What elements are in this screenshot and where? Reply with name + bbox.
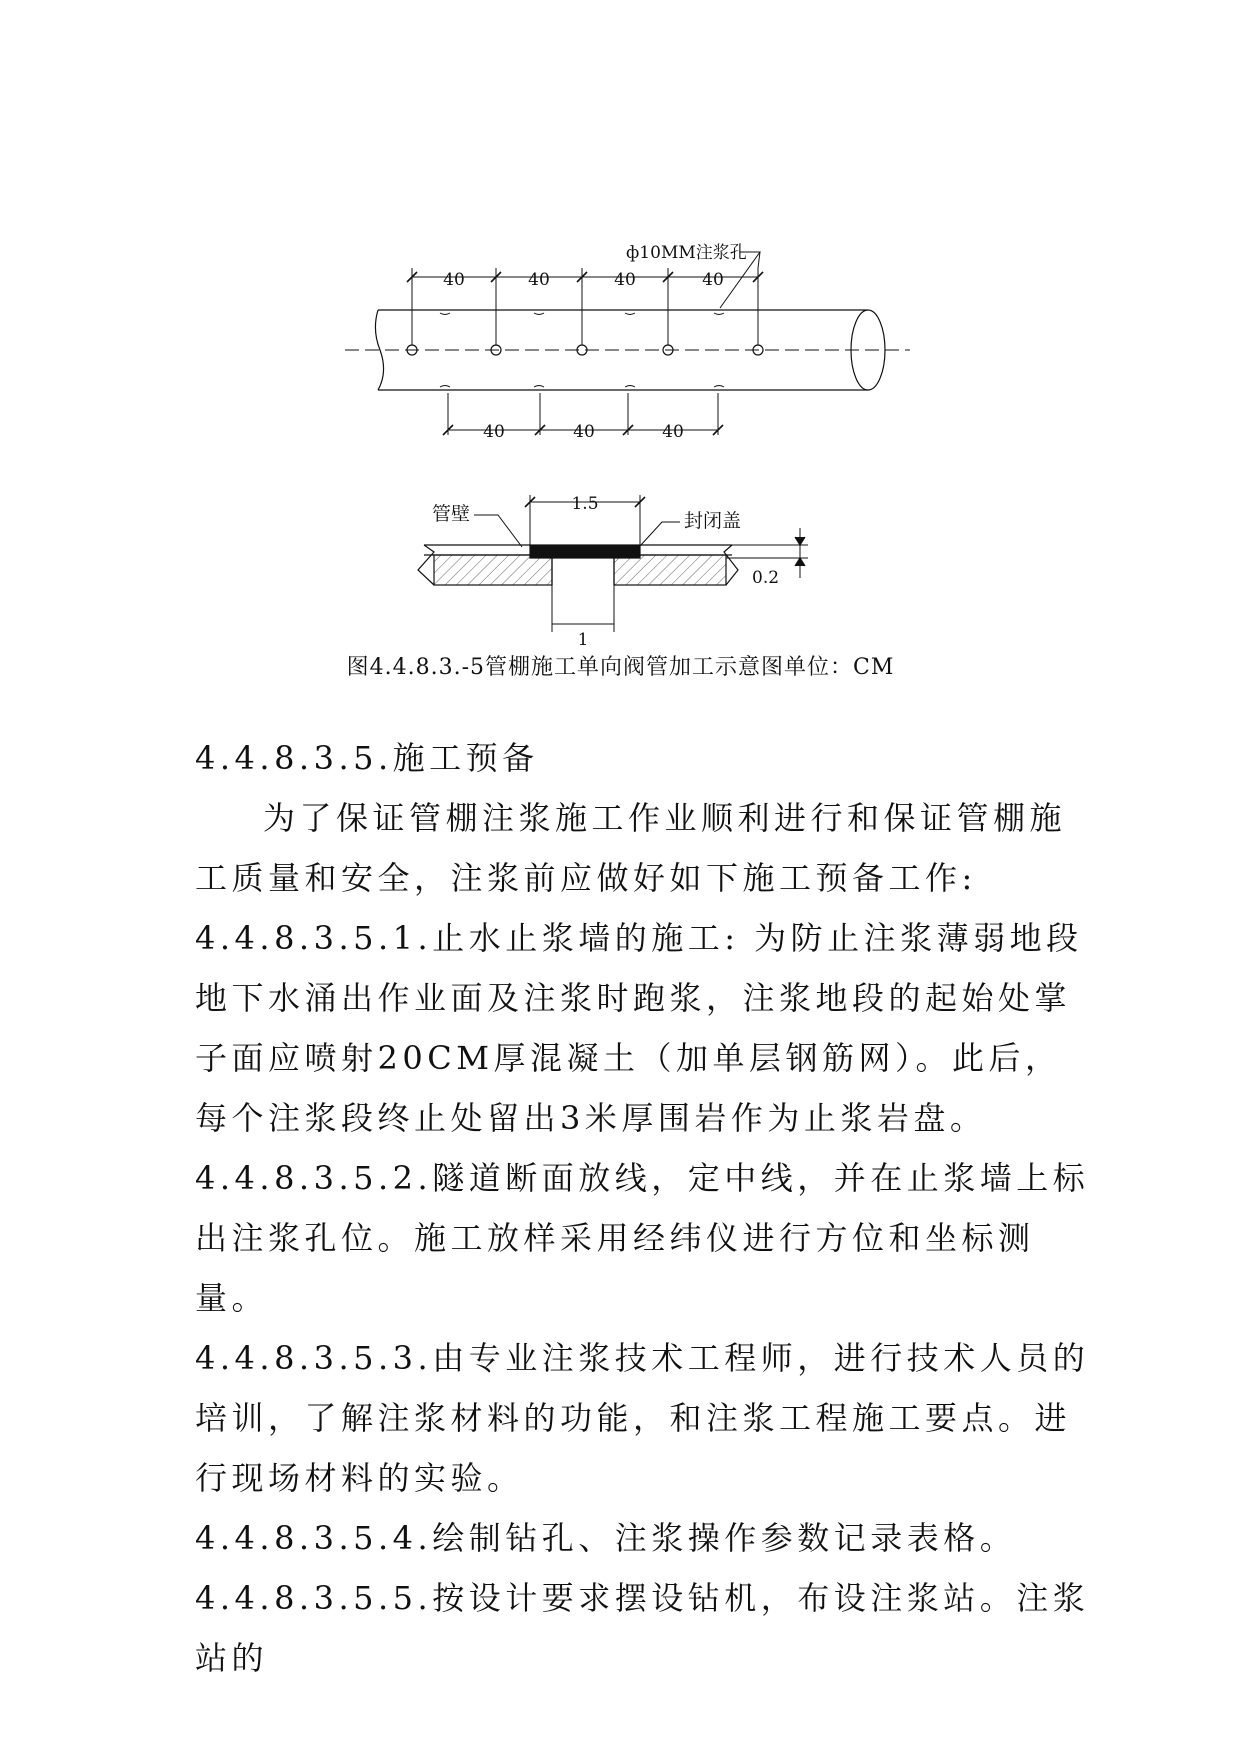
list-item: 4.4.8.3.5.3.由专业注浆技术工程师，进行技术人员的培训，了解注浆材料的功能，和注浆工程施工要点。进行现场材料的实验。 bbox=[195, 1339, 1090, 1497]
wall-label: 管壁 bbox=[432, 503, 471, 525]
edge-hole bbox=[534, 386, 544, 388]
wall-right bbox=[614, 555, 726, 585]
intro-paragraph: 为了保证管棚注浆施工作业顺利进行和保证管棚施工质量和安全，注浆前应做好如下施工预备工作: bbox=[195, 799, 1067, 897]
top-dim-label: 40 bbox=[528, 270, 550, 290]
edge-hole bbox=[440, 313, 450, 315]
list-item: 4.4.8.3.5.1.止水止浆墙的施工: 为防止注浆薄弱地段地下水涌出作业面及注浆时跑浆，注浆地段的起始处掌子面应喷射20CM厚混凝土（加单层钢筋网）。此后，每个注浆段终止处留出3米厚围岩作为止浆岩盘。 bbox=[195, 919, 1083, 1137]
top-dim-label: 40 bbox=[702, 270, 724, 290]
edge-hole bbox=[625, 386, 635, 388]
figure bbox=[0, 0, 1241, 700]
bottom-dim-label: 40 bbox=[662, 422, 684, 442]
list-item: 4.4.8.3.5.4.绘制钻孔、注浆操作参数记录表格。 bbox=[195, 1519, 1017, 1557]
edge-hole bbox=[625, 313, 635, 315]
section-heading: 4.4.8.3.5.施工预备 bbox=[195, 739, 539, 777]
list-item: 4.4.8.3.5.5.按设计要求摆设钻机，布设注浆站。注浆站的 bbox=[195, 1579, 1090, 1677]
edge-hole bbox=[534, 313, 544, 315]
edge-hole bbox=[714, 386, 724, 388]
cap-width-label: 1.5 bbox=[571, 494, 599, 514]
bottom-dim-label: 40 bbox=[573, 422, 595, 442]
wall-left bbox=[434, 555, 552, 585]
cap-label: 封闭盖 bbox=[684, 510, 742, 532]
body-text bbox=[195, 728, 1095, 1688]
top-dim-label: 40 bbox=[614, 270, 636, 290]
bottom-dim-label: 40 bbox=[483, 422, 505, 442]
edge-hole bbox=[714, 313, 724, 315]
hole-label: ф10MM注浆孔 bbox=[626, 243, 747, 263]
figure-drawing bbox=[0, 0, 1241, 700]
wall-leader bbox=[474, 515, 522, 547]
figure-caption: 图4.4.8.3.-5管棚施工单向阀管加工示意图单位：CM bbox=[346, 655, 895, 680]
edge-hole bbox=[440, 386, 450, 388]
top-dim-label: 40 bbox=[443, 270, 465, 290]
list-item: 4.4.8.3.5.2.隧道断面放线，定中线，并在止浆墙上标出注浆孔位。施工放样采用经纬仪进行方位和坐标测量。 bbox=[195, 1159, 1090, 1317]
thickness-label: 0.2 bbox=[752, 568, 780, 588]
closure-cap bbox=[530, 545, 640, 558]
hole-width-label: 1 bbox=[577, 630, 589, 650]
cap-leader bbox=[640, 522, 680, 546]
valve-detail bbox=[418, 495, 808, 632]
